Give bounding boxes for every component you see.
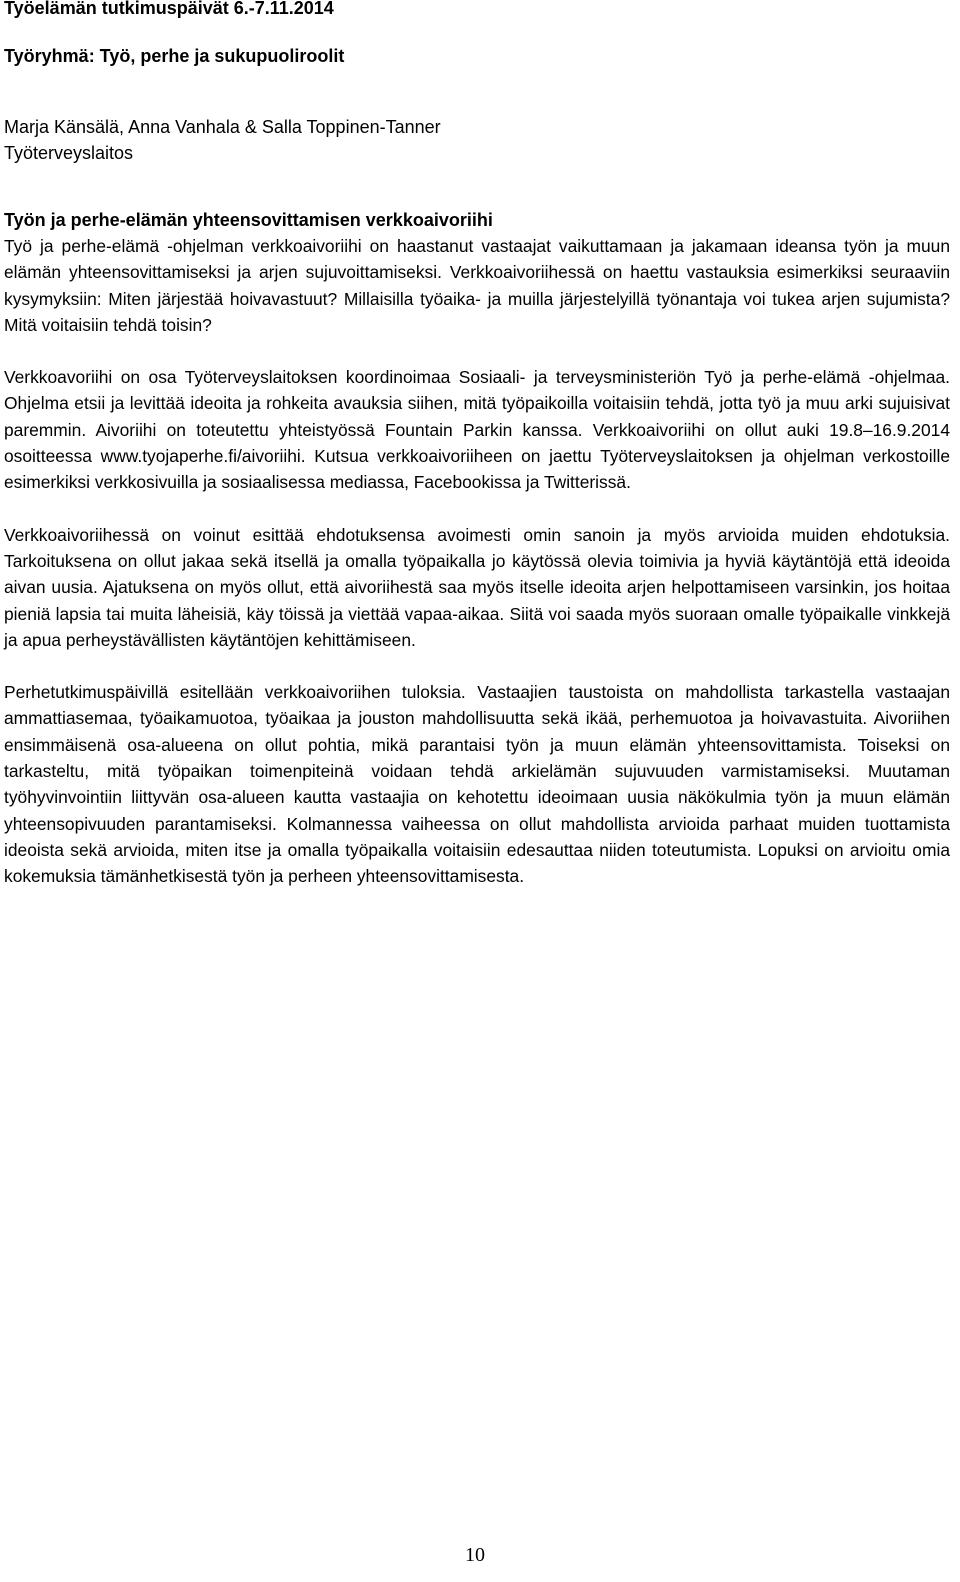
page-content [4,0,950,890]
event-title: Työelämän tutkimuspäivät 6.-7.11.2014 [4,0,334,18]
working-group-title: Työryhmä: Työ, perhe ja sukupuoliroolit [4,46,345,66]
paragraph-programme: Verkkoavoriihi on osa Työterveyslaitoksen koordinoimaa Sosiaali- ja terveysministeriön Työ ja perhe-elämä -ohjelmaa. Ohjelma etsii ja levittää ideoita ja rohkeita avauksia siihen, mitä työpaikoilla voitaisiin tehdä, jotta työ ja muu arki sujuisivat paremmin. Aivoriihi on toteutettu yhteistyössä Fountain Parkin kanssa. Verkkoaivoriihi on ollut auki 19.8–16.9.2014 osoitteessa www.tyojaperhe.fi/aivoriihi. Kutsua verkkoaivoriiheen on jaettu Työterveyslaitoksen ja ohjelman verkostoille esimerkiksi verkkosivuilla ja sosiaalisessa mediassa, Facebookissa ja Twitterissä. [4,367,950,493]
paragraph-intro: Työ ja perhe-elämä -ohjelman verkkoaivoriihi on haastanut vastaajat vaikuttamaan ja jakamaan ideansa työn ja muun elämän yhteensovittamiseksi ja arjen sujuvoittamiseksi. Verkkoaivoriihessä on haettu vastauksia esimerkiksi seuraaviin kysymyksiin: Miten järjestää hoivavastuut? Millaisilla työaika- ja muilla järjestelyillä työnantaja voi tukea arjen sujumista? Mitä voitaisiin tehdä toisin? [4,236,950,335]
author-organization: Työterveyslaitos [4,143,134,163]
page-number: 10 [465,1544,485,1566]
paragraph-results: Perhetutkimuspäivillä esitellään verkkoaivoriihen tuloksia. Vastaajien taustoista on mahdollista tarkastella vastaajan ammattiasemaa, työaikamuotoa, työaikaa ja jouston mahdollisuutta sekä ikää, perhemuotoa ja hoivavastuita. Aivoriihen ensimmäisenä osa-alueena on ollut pohtia, mikä parantaisi työn ja muun elämän yhteensovittamista. Toiseksi on tarkasteltu, mitä työpaikan toimenpiteinä voidaan tehdä arkielämän sujuvuuden varmistamiseksi. Muutaman työhyvinvointiin liittyvän osa-alueen kautta vastaajia on kehotettu ideoimaan uusia näkökulmia työn ja muun elämän yhteensopivuuden parantamiseksi. Kolmannessa vaiheessa on ollut mahdollista arvioida parhaat muiden tuottamista ideoista sekä arvioida, miten itse ja omalla työpaikalla voitaisiin edesauttaa niiden toteutumista. Lopuksi on arvioitu omia kokemuksia tämänhetkisestä työn ja perheen yhteensovittamisesta. [4,682,950,887]
article-title: Työn ja perhe-elämän yhteensovittamisen verkkoaivoriihi [4,210,493,230]
author-names: Marja Känsälä, Anna Vanhala & Salla Toppinen-Tanner [4,117,441,137]
paragraph-method: Verkkoaivoriihessä on voinut esittää ehdotuksensa avoimesti omin sanoin ja myös arvioida muiden ehdotuksia. Tarkoituksena on ollut jakaa sekä itsellä ja omalla työpaikalla jo käytössä olevia toimivia ja hyviä käytäntöjä että ideoida aivan uusia. Ajatuksena on myös ollut, että aivoriihestä saa myös itselle ideoita arjen helpottamiseen varsinkin, jos hoitaa pieniä lapsia tai muita läheisiä, käy töissä ja viettää vapaa-aikaa. Siitä voi saada myös suoraan omalle työpaikalle vinkkejä ja apua perheystävällisten käytäntöjen kehittämiseen. [4,524,950,650]
